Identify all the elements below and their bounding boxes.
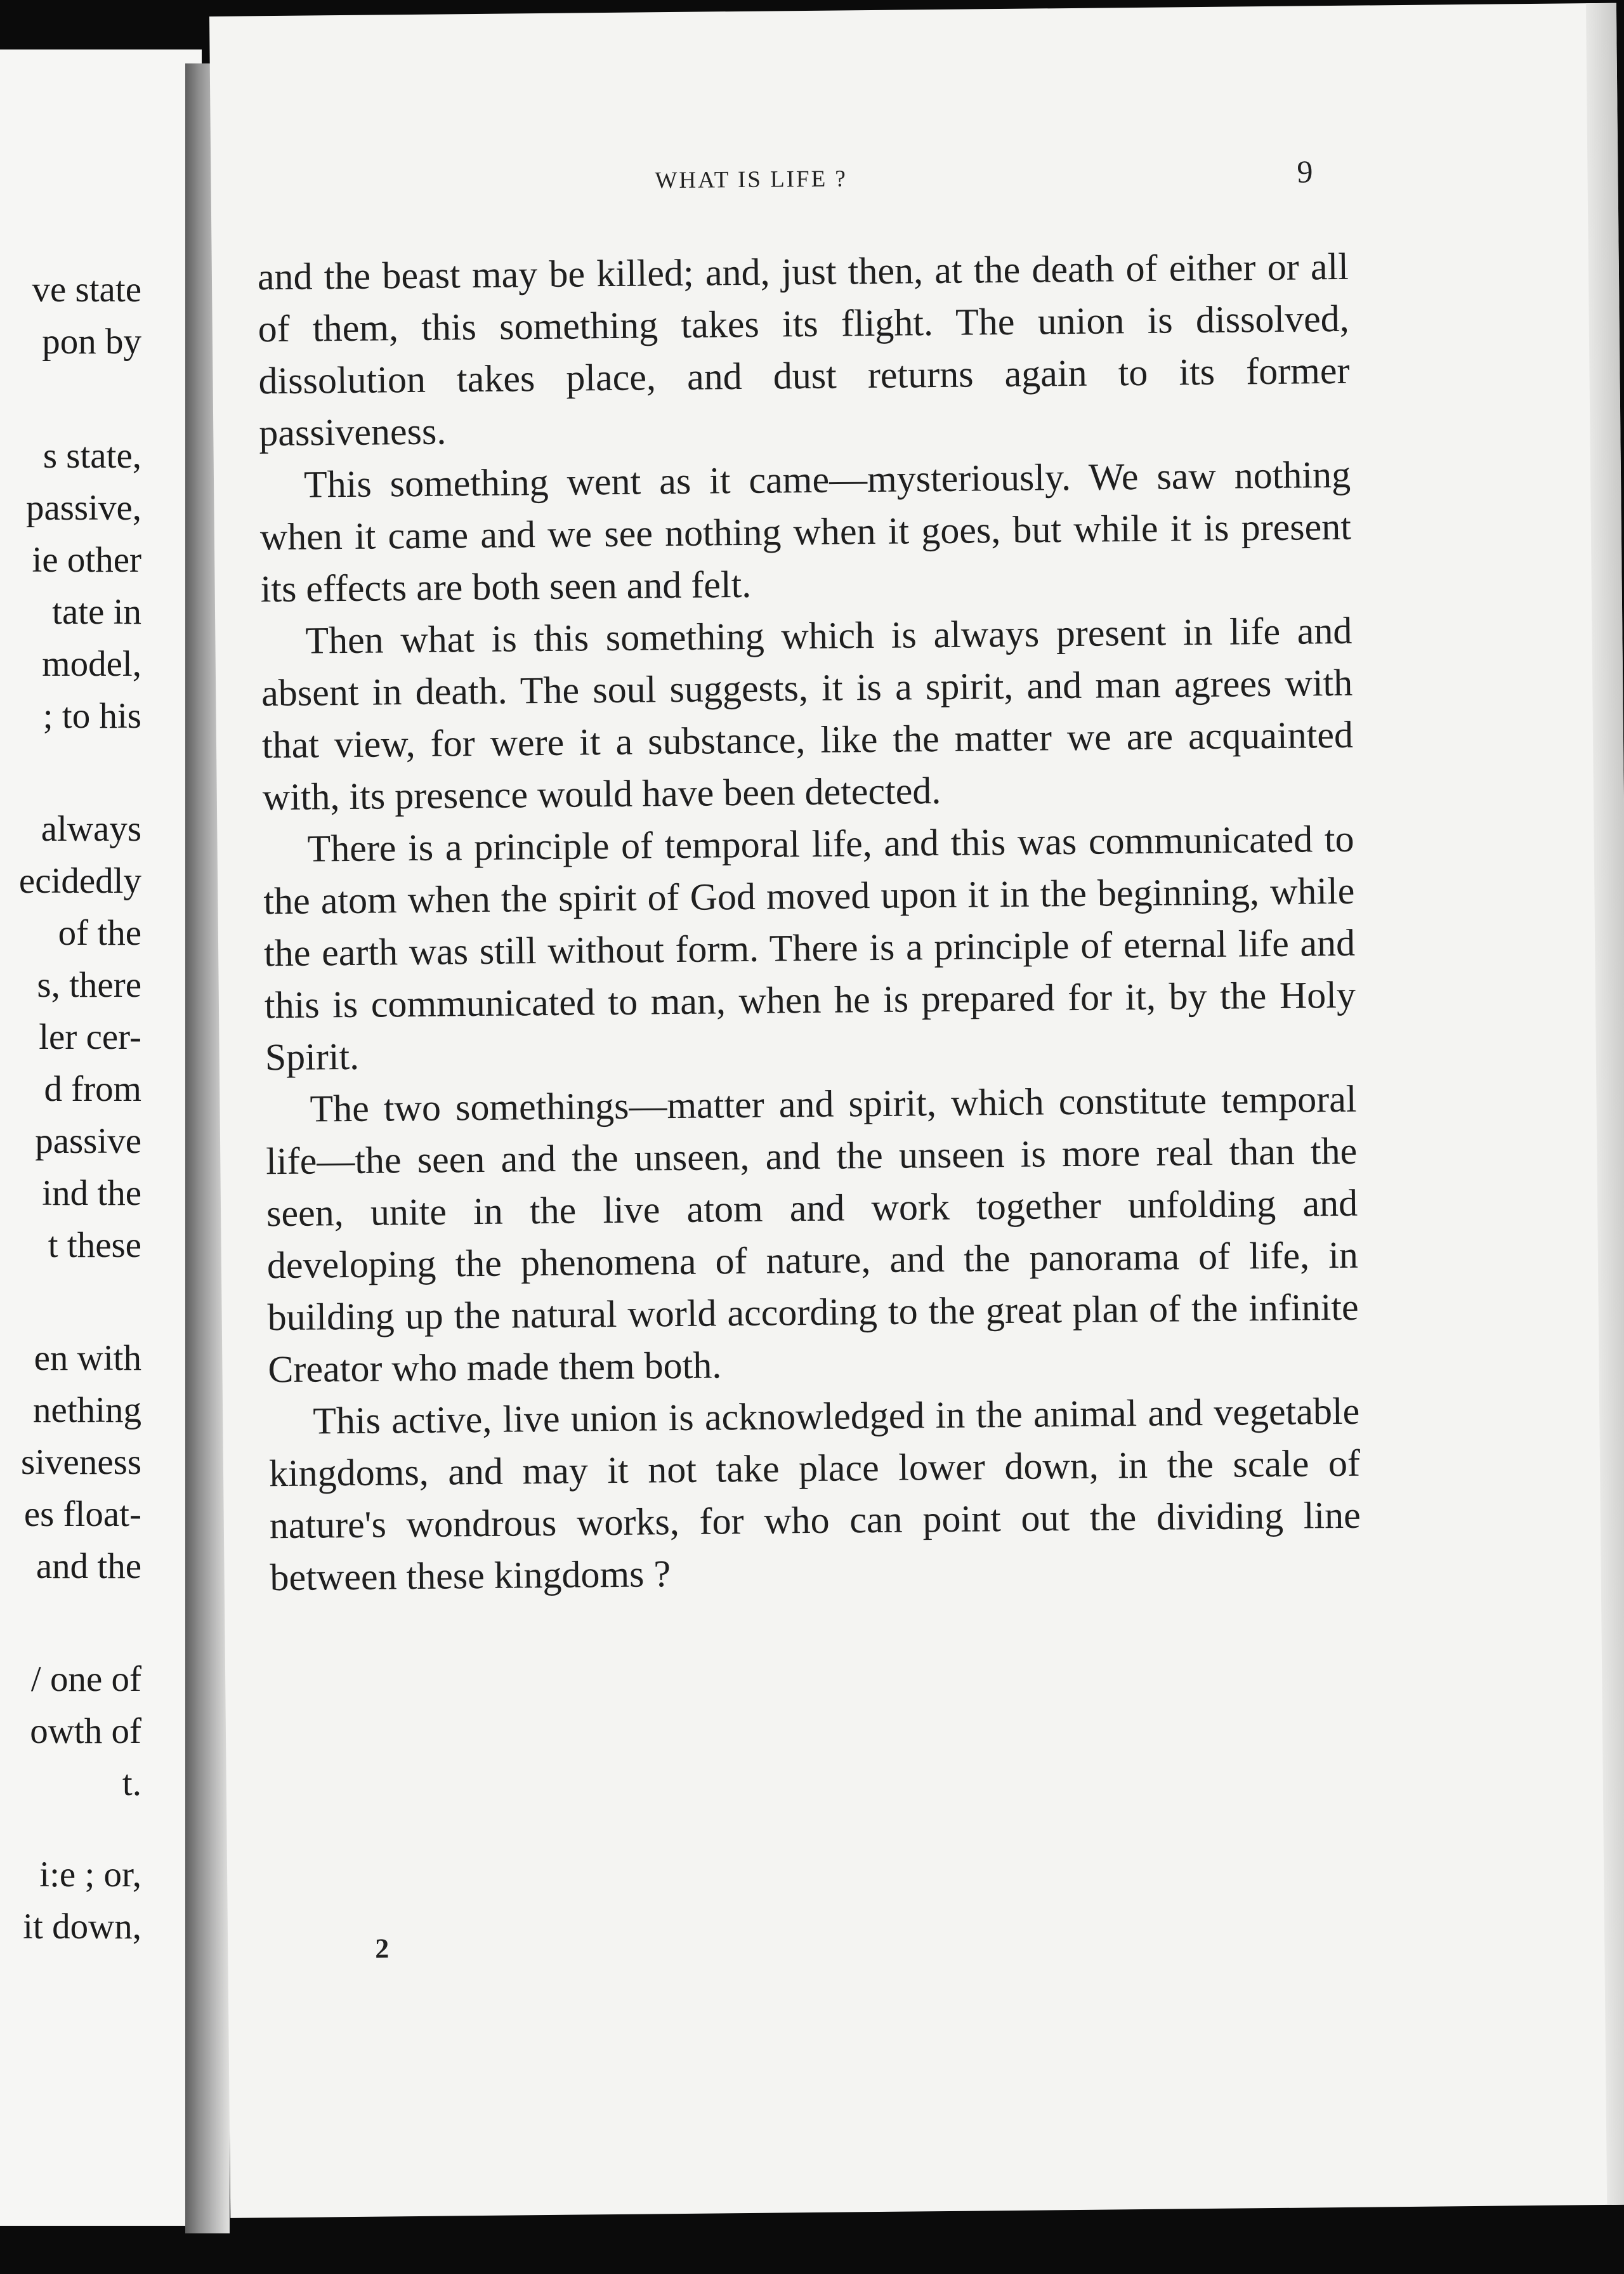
left-line: t these — [48, 1225, 141, 1265]
left-line: ; to his — [43, 696, 141, 736]
page-edge — [1586, 3, 1624, 2205]
left-line: it down, — [23, 1907, 141, 1947]
running-head: WHAT IS LIFE ? — [655, 166, 848, 194]
left-line: / one of — [30, 1659, 141, 1699]
signature-mark: 2 — [375, 1933, 390, 1964]
left-line: siveness — [21, 1442, 141, 1482]
left-line: ler cer- — [39, 1017, 141, 1057]
left-line: i:e ; or, — [39, 1855, 141, 1895]
paragraph: Then what is this something which is always present in life and absent in death. The soul suggests, it is a spirit, and man agrees with that view, for were it a substance, like the matter we are acquainted with, its presence would have been detected. — [261, 609, 1354, 818]
body-text — [258, 240, 1361, 1603]
left-line: ind the — [42, 1173, 141, 1213]
left-line: pon by — [42, 322, 141, 362]
left-line: es float- — [23, 1494, 141, 1534]
left-line: tate in — [52, 592, 141, 632]
left-line: model, — [42, 644, 141, 684]
left-line: always — [41, 809, 141, 849]
left-line: owth of — [30, 1711, 141, 1751]
left-line: and the — [36, 1546, 141, 1586]
left-line: en with — [34, 1338, 141, 1378]
left-line: passive — [35, 1121, 141, 1161]
left-line: ie other — [32, 540, 141, 580]
left-line: d from — [44, 1069, 141, 1109]
left-line: t. — [122, 1763, 141, 1803]
page-number: 9 — [1297, 154, 1313, 190]
left-line: passive, — [25, 488, 141, 528]
left-line: s, there — [37, 965, 141, 1005]
left-facing-page — [0, 49, 202, 2226]
paragraph: and the beast may be killed; and, just then, at the death of either or all of them, this something takes its flight. The union is dissolved, dissolution takes place, and dust returns again to its former passiveness. — [257, 245, 1350, 454]
left-line: of the — [58, 913, 141, 953]
paragraph: This active, live union is acknowledged in the animal and vegetable kingdoms, and may it not take place lower down, in the scale of nature's wondrous works, for who can point out the dividing line between these kingdoms ? — [268, 1390, 1361, 1599]
main-page — [209, 3, 1624, 2218]
paragraph: There is a principle of temporal life, and this was communicated to the atom when the spirit of God moved upon it in the beginning, while the earth was still without form. There is a principle of eternal life and this is communicated to man, when he is prepared for it, by the Holy Spirit. — [263, 817, 1356, 1079]
paragraph: The two somethings—matter and spirit, which constitute temporal life—the seen and the unseen, and the unseen is more real than the seen, unite in the live atom and work together unfolding and developing the phenomena of nature, and the panorama of life, in building up the natural world according to the great plan of the infinite Creator who made them both. — [266, 1077, 1359, 1391]
left-line: s state, — [43, 436, 141, 476]
left-line: ve state — [32, 270, 141, 310]
left-line: nething — [33, 1390, 141, 1430]
left-line: ecidedly — [18, 861, 141, 901]
paragraph: This something went as it came—mysteriously. We saw nothing when it came and we see nothing when it goes, but while it is present its effects are both seen and felt. — [259, 453, 1352, 610]
